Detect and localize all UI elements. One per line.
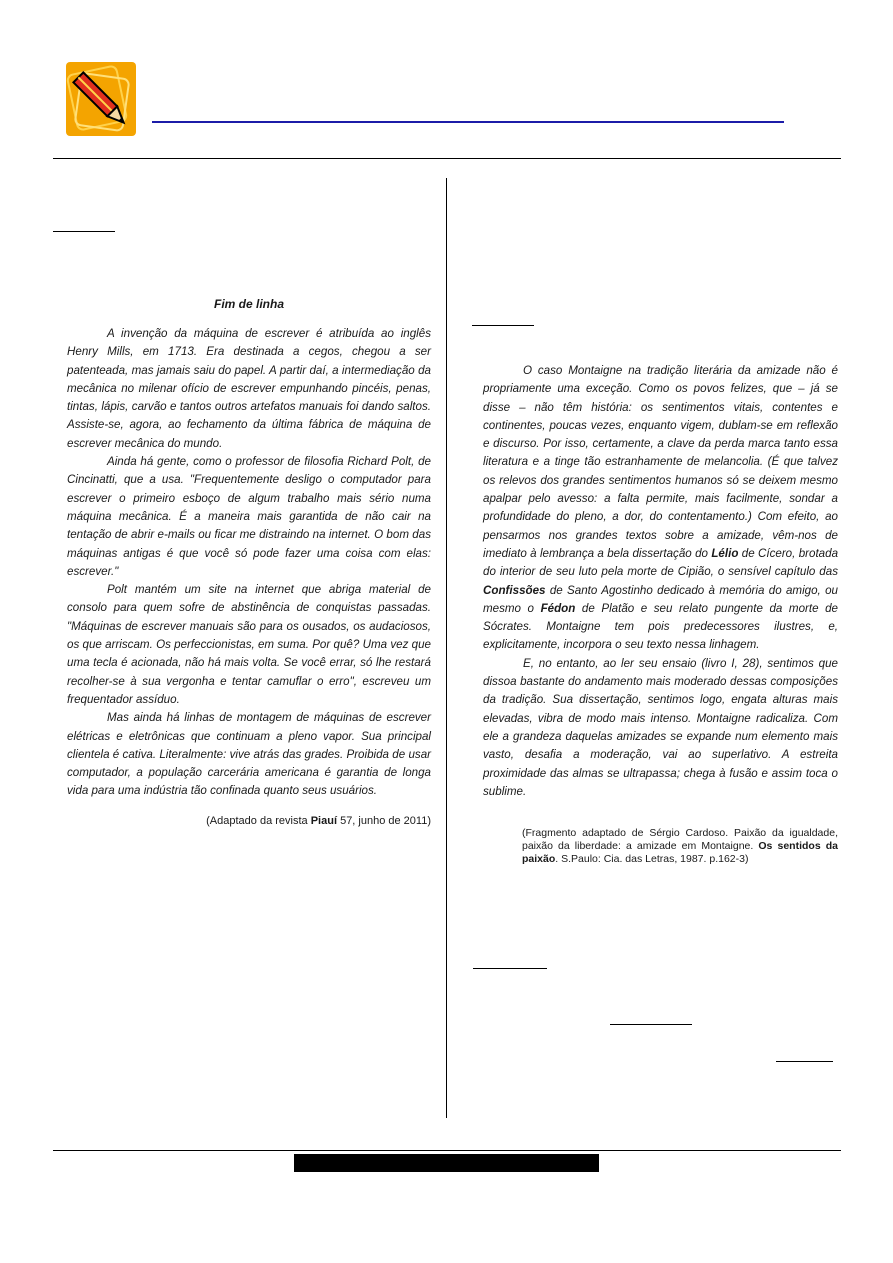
column-divider xyxy=(446,178,447,1118)
blank-underline xyxy=(473,968,547,969)
paragraph: E, no entanto, ao ler seu ensaio (livro I, 28), sentimos que dissoa bastante do andamento mais moderado dessas composições da tradição. Sua dissertação, sentimos logo, engata alturas mais elevadas, vibra de modo mais intenso. Montaigne radicaliza. Com ele a grandeza daquelas amizades se expande num elemento mais vasto, desafia a moderação, vai ao superlativo. A estreita proximidade das almas se ultrapassa; chega à fusão e assim toca o sublime. xyxy=(483,656,838,798)
header-rule xyxy=(152,121,784,123)
article-title: Fim de linha xyxy=(213,297,284,311)
blank-underline xyxy=(472,325,534,326)
footer-redaction-bar xyxy=(294,1154,599,1172)
blank-underline xyxy=(53,231,115,232)
left-article-body xyxy=(67,325,431,801)
blank-underline xyxy=(776,1061,833,1062)
paragraph: Mas ainda há linhas de montagem de máquinas de escrever elétricas e eletrônicas que continuam a pleno vapor. Sua principal clientela é cativa. Literalmente: vive atrás das grades. Proibida de usar computador, a população carcerária americana é garantia de longa vida para uma indústria tão confinada quanto seus usuários. xyxy=(67,711,431,798)
paragraph: Polt mantém um site na internet que abriga material de consolo para quem sofre de abstinência de conquistas passadas. "Máquinas de escrever manuais são para os ousados, os audaciosos, os que arriscam. Os perfeccionistas, em suma. Por quê? Uma vez que uma tecla é acionada, não há mais volta. Se você errar, só lhe restará recolher-se à sua vergonha e tentar camuflar o erro", escreveu um frequentador assíduo. xyxy=(67,583,431,706)
right-source-citation: (Fragmento adaptado de Sérgio Cardoso. Paixão da igualdade, paixão da liberdade: a amizade em Montaigne. Os sentidos da paixão. S.Paulo: Cia. das Letras, 1987. p.162-3) xyxy=(522,827,838,865)
blank-underline xyxy=(610,1024,692,1025)
bottom-divider xyxy=(53,1150,841,1151)
paragraph: A invenção da máquina de escrever é atribuída ao inglês Henry Mills, em 1713. Era destinada a cegos, chegou a ser patenteada, mas jamais saiu do papel. A partir daí, a intermediação da mecânica no milenar ofício de escrever empunhando pincéis, penas, tintas, lápis, carvão e tantos outros artefatos manuais foi dando saltos. Assiste-se, agora, ao fechamento da última fábrica de máquina de escrever mecânica do mundo. xyxy=(67,327,431,450)
pencil-logo-icon xyxy=(64,60,138,138)
top-divider xyxy=(53,158,841,159)
paragraph: O caso Montaigne na tradição literária da amizade não é propriamente uma exceção. Como os povos felizes, que – já se disse – não têm história: os sentimentos vitais, contentes e continentes, poucas vezes, enquanto vigem, dublam-se em reflexão e discurso. Por isso, certamente, a clave da perda marca tanto essa literatura e a tinge tão estranhamente de melancolia. (É que talvez os relevos dos grandes sentimentos humanos só se deixem mesmo apalpar pelo avesso: a falta permite, mais facilmente, sondar a profundidade do pleno, a dor, do contentamento.) Com efeito, ao pensarmos nos grandes textos sobre a amizade, vêm-nos de imediato à lembrança a bela dissertação do Lélio de Cícero, brotada do interior de seu luto pela morte de Cipião, o sensível capítulo das Confissões de Santo Agostinho dedicado à memória do amigo, ou mesmo o Fédon de Platão e seu relato pungente da morte de Sócrates. Montaigne tem pois predecessores ilustres, e, explicitamente, incorpora o seu texto nessa linhagem. xyxy=(483,364,839,652)
paragraph: Ainda há gente, como o professor de filosofia Richard Polt, de Cincinatti, que a usa. "Frequentemente desligo o computador para escrever o primeiro esboço de algum trabalho mais sério numa máquina mecânica. É a maneira mais garantida de não cair na tentação de abrir e-mails ou ficar me distraindo na internet. O bom das máquinas antigas é que você só pode fazer uma coisa com elas: escrever." xyxy=(67,455,431,578)
left-source-citation: (Adaptado da revista Piauí 57, junho de 2011) xyxy=(206,815,431,827)
right-article-body xyxy=(483,362,838,801)
